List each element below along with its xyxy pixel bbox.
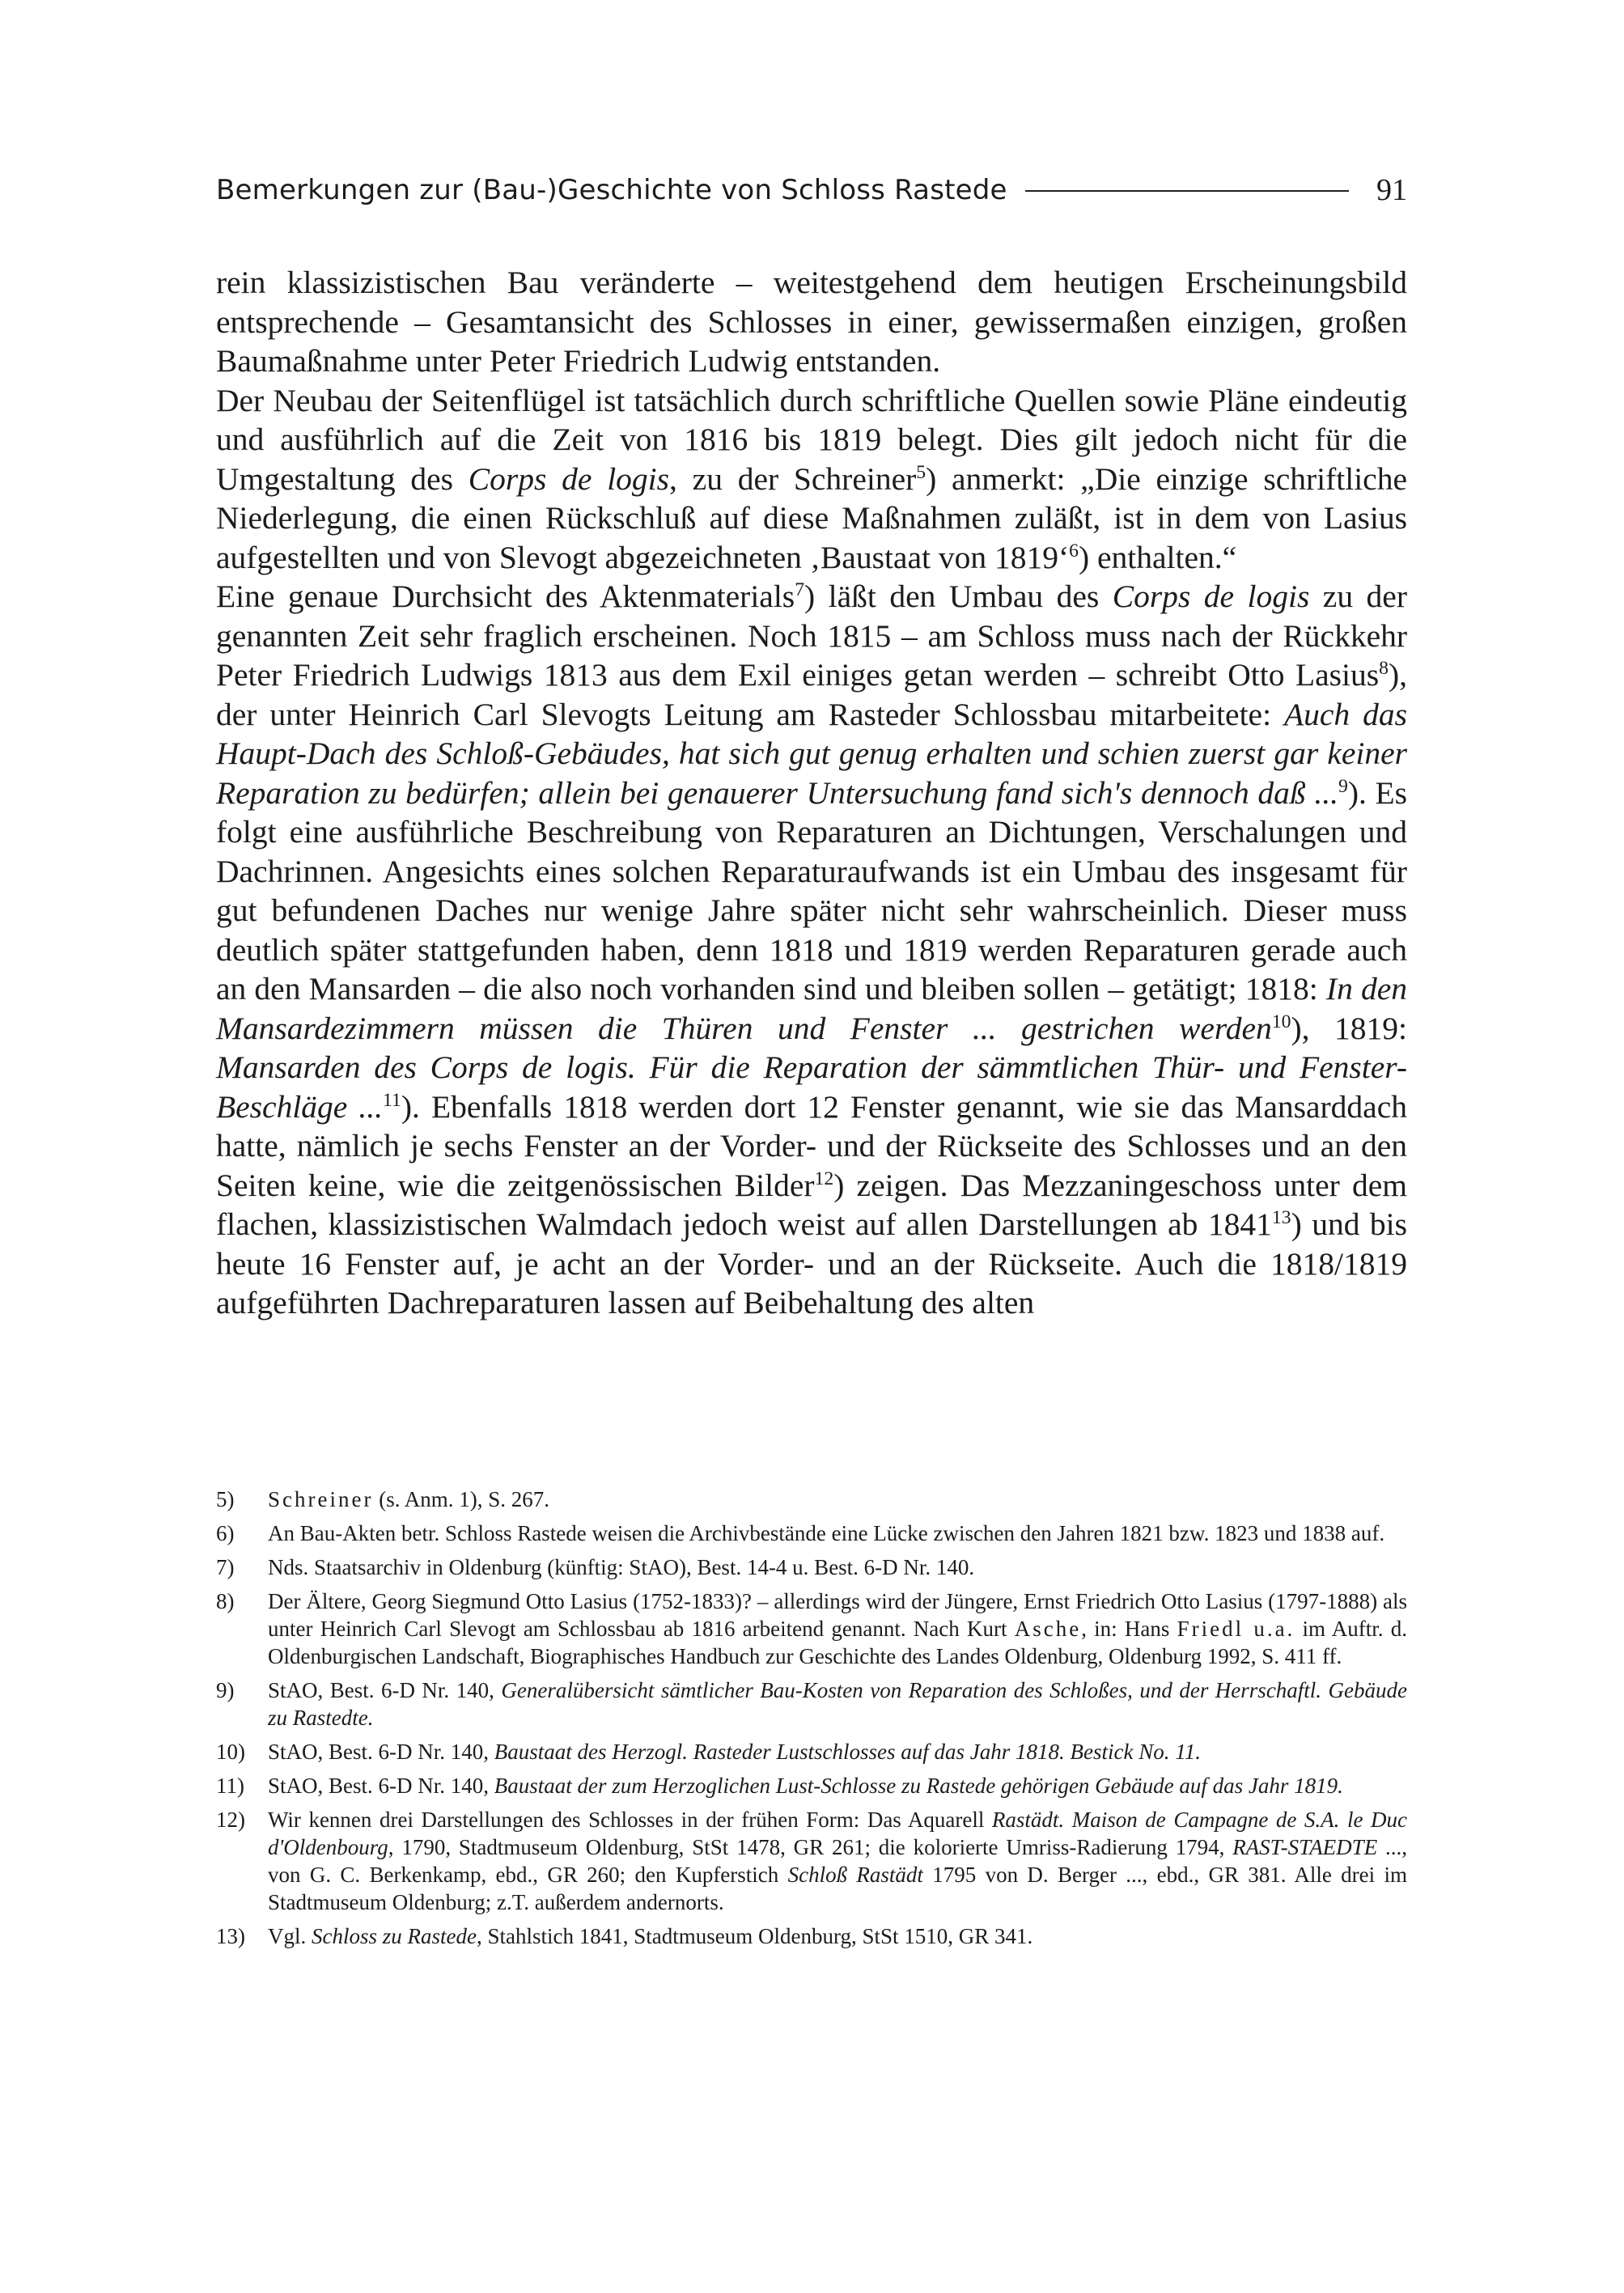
paragraph-2 [216,381,1407,578]
footnote-number: 11) [216,1774,244,1798]
p3-text-i: ), 1819: [1291,1010,1407,1046]
footnote-text [268,1587,1407,1670]
footnote-text [268,1486,1407,1513]
footnote-text: Nds. Staatsarchiv in Oldenburg (künftig: StAO), Best. 14-4 u. Best. 6-D Nr. 140. [268,1555,975,1579]
fn13-text-c: , Stahlstich 1841, Stadtmuseum Oldenburg, StSt 1510, GR 341. [476,1924,1033,1948]
p2-text-c: , zu der Schreiner [669,460,917,497]
p3-italic-quote-1819: Mansarden des Corps de logis. Für die Reparation der sämmtlichen Thür- und Fenster-Beschläge ... [216,1049,1407,1125]
fn12-text-e: ..., von G. C. Berkenkamp, ebd., GR 260; den Kupferstich [268,1835,1407,1887]
footnote-number: 8) [216,1589,235,1613]
fn12-text-c: , 1790, Stadtmuseum Oldenburg, StSt 1478, GR 261; die kolorierte Umriss-Radierung 1794, [388,1835,1233,1859]
paragraph-1-text: rein klassizistischen Bau veränderte – weitestgehend dem heutigen Erscheinungsbild entsprechende – Gesamtansicht des Schlosses in einer, gewissermaßen einzigen, großen Baumaßnahme unter Peter Friedrich Ludwig entstanden. [216,265,1407,379]
p3-italic-quote-dach: Auch das Haupt-Dach des Schloß-Gebäudes, hat sich gut genug erhalten und schien zuerst gar keiner Reparation zu bedürfen; allein bei genauerer Untersuchung fand sich's dennoch daß ... [216,696,1407,811]
p3-text-a: Eine genaue Durchsicht des Aktenmaterials [216,579,795,614]
fn8-text-a: Der Ältere, Georg Siegmund Otto Lasius (1752-1833)? – allerdings wird der Jüngere, Ernst Friedrich Otto Lasius (1797-1888) als unter Heinrich Carl Slevogt am Schlossbau ab 1816 arbeitend genannt. Nach Kurt [268,1589,1407,1641]
footnote-number: 10) [216,1740,245,1764]
footnote-ref-13[interactable]: 13 [1271,1206,1291,1228]
footnote-ref-10[interactable]: 10 [1271,1011,1291,1032]
footnote-text [268,1922,1407,1950]
fn11-text-a: StAO, Best. 6-D Nr. 140, [268,1774,494,1798]
footnote-ref-7[interactable]: 7 [795,579,805,600]
fn9-title: Generalübersicht sämtlicher Bau-Kosten von Reparation des Schloßes, und der Herrschaftl. Gebäude zu Rastedte. [268,1678,1407,1730]
p2-text-d: ) anmerkt: „Die einzige schriftliche Niederlegung, die einen Rückschluß auf diese Maßnahmen zuläßt, ist in dem von Lasius aufgestellten und von Slevogt abgezeichneten ‚Baustaat von 1819‘ [216,460,1407,575]
footnote-number: 9) [216,1678,235,1702]
footnote-ref-6[interactable]: 6 [1069,540,1079,562]
paragraph-3 [216,577,1407,1323]
footnote-number: 12) [216,1808,245,1832]
header-rule [1025,190,1349,192]
footnote-ref-5[interactable]: 5 [916,461,926,483]
fn13-title: Schloss zu Rastede [312,1924,477,1948]
fn5-author: Schreiner [268,1487,374,1511]
fn8-text-c: , in: Hans [1081,1617,1177,1641]
p2-text-e: ) enthalten.“ [1078,539,1237,575]
p3-text-l: ) zeigen. Das Mezzaningeschoss unter dem flachen, klassizistischen Walmdach jedoch weist auf allen Darstellungen ab 1841 [216,1167,1407,1242]
body-text [216,263,1407,1323]
fn8-author-friedl: Friedl u.a. [1177,1617,1295,1641]
footnote-11 [216,1772,1407,1799]
fn12-title-aquarell: Rastädt. Maison de Campagne de S.A. le Duc d'Oldenbourg [268,1808,1407,1859]
paragraph-1 [216,263,1407,381]
fn10-title: Baustaat des Herzogl. Rasteder Lustschlosses auf das Jahr 1818. Bestick No. 11. [494,1740,1201,1764]
footnote-10 [216,1738,1407,1765]
fn12-title-radierung: RAST-STAEDTE [1232,1835,1378,1859]
p3-text-d: zu der genannten Zeit sehr fraglich erscheinen. Noch 1815 – am Schloss muss nach der Rückkehr Peter Friedrich Ludwigs 1813 aus dem Exil einiges getan werden – schreibt Otto Lasius [216,579,1407,693]
footnotes [216,1486,1407,1956]
fn13-text-a: Vgl. [268,1924,312,1948]
footnote-12 [216,1806,1407,1916]
footnote-text [268,1738,1407,1765]
p2-italic-corps: Corps de logis [468,460,670,497]
footnote-9 [216,1676,1407,1731]
footnote-number: 5) [216,1487,235,1511]
footnote-text [268,1772,1407,1799]
p3-italic-corps: Corps de logis [1112,579,1310,614]
p3-text-g: ). Es folgt eine ausführliche Beschreibung von Reparaturen an Dichtungen, Verschalungen und Dachrinnen. Angesichts eines solchen Reparaturaufwands ist ein Umbau des insgesamt für gut befundenen Daches nur wenige Jahre später nicht sehr wahrscheinlich. Dieser muss deutlich später stattgefunden haben, denn 1818 und 1819 werden Reparaturen gerade auch an den Mansarden – die also noch vorhanden sind und bleiben sollen – getätigt; 1818: [216,774,1408,1007]
footnote-number: 7) [216,1555,235,1579]
fn11-title: Baustaat der zum Herzoglichen Lust-Schlosse zu Rastede gehörigen Gebäude auf das Jahr 1819. [494,1774,1343,1798]
p3-text-e: ), der unter Heinrich Carl Slevogts Leitung am Rasteder Schlossbau mitarbeitete: [216,657,1407,732]
footnote-7 [216,1553,1407,1581]
footnote-ref-12[interactable]: 12 [814,1168,834,1189]
fn12-text-a: Wir kennen drei Darstellungen des Schlosses in der frühen Form: Das Aquarell [268,1808,992,1832]
fn9-text-a: StAO, Best. 6-D Nr. 140, [268,1678,502,1702]
footnote-ref-8[interactable]: 8 [1379,657,1389,679]
p3-text-k: ). Ebenfalls 1818 werden dort 12 Fenster genannt, wie sie das Mansarddach hatte, nämlich je sechs Fenster an der Vorder- und der Rückseite des Schlosses und an den Seiten keine, wie die zeitgenössischen Bilder [216,1088,1407,1203]
footnote-text: An Bau-Akten betr. Schloss Rastede weisen die Archivbestände eine Lücke zwischen den Jahren 1821 bzw. 1823 und 1838 auf. [268,1521,1385,1545]
footnote-6 [216,1519,1407,1547]
footnote-ref-11[interactable]: 11 [383,1089,401,1111]
p2-text-a: Der Neubau der Seitenflügel ist tatsächlich durch schriftliche Quellen sowie Pläne eindeutig und ausführlich auf die Zeit von 1816 bis 1819 belegt. Dies gilt jedoch nicht für die Umgestaltung des [216,382,1407,497]
p3-text-b: ) läßt den Umbau des [804,579,1113,614]
footnote-13 [216,1922,1407,1950]
footnote-number: 13) [216,1924,245,1948]
running-title: Bemerkungen zur (Bau-)Geschichte von Schloss Rastede [216,174,1007,206]
fn8-author-asche: Asche [1014,1617,1082,1641]
fn8-text-e: im Auftr. d. Oldenburgischen Landschaft, Biographisches Handbuch zur Geschichte des Landes Oldenburg, Oldenburg 1992, S. 411 ff. [268,1617,1407,1668]
footnote-number: 6) [216,1521,235,1545]
fn5-rest: (s. Anm. 1), S. 267. [373,1487,549,1511]
fn12-title-kupferstich: Schloß Rastädt [787,1863,923,1887]
fn10-text-a: StAO, Best. 6-D Nr. 140, [268,1740,494,1764]
p3-italic-quote-1818: In den Mansardezimmern müssen die Thüren und Fenster ... gestrichen werden [216,971,1407,1046]
running-header [216,166,1407,214]
footnote-text [268,1806,1407,1916]
footnote-ref-9[interactable]: 9 [1338,775,1348,797]
fn12-text-g: 1795 von D. Berger ..., ebd., GR 381. Alle drei im Stadtmuseum Oldenburg; z.T. außerdem andernorts. [268,1863,1407,1914]
p3-text-m: ) und bis heute 16 Fenster auf, je acht an der Vorder- und an der Rückseite. Auch die 1818/1819 aufgeführten Dachreparaturen lassen auf Beibehaltung des alten [216,1206,1407,1320]
footnote-5 [216,1486,1407,1513]
footnote-text [268,1676,1407,1731]
page-number: 91 [1376,173,1407,207]
footnote-8 [216,1587,1407,1670]
